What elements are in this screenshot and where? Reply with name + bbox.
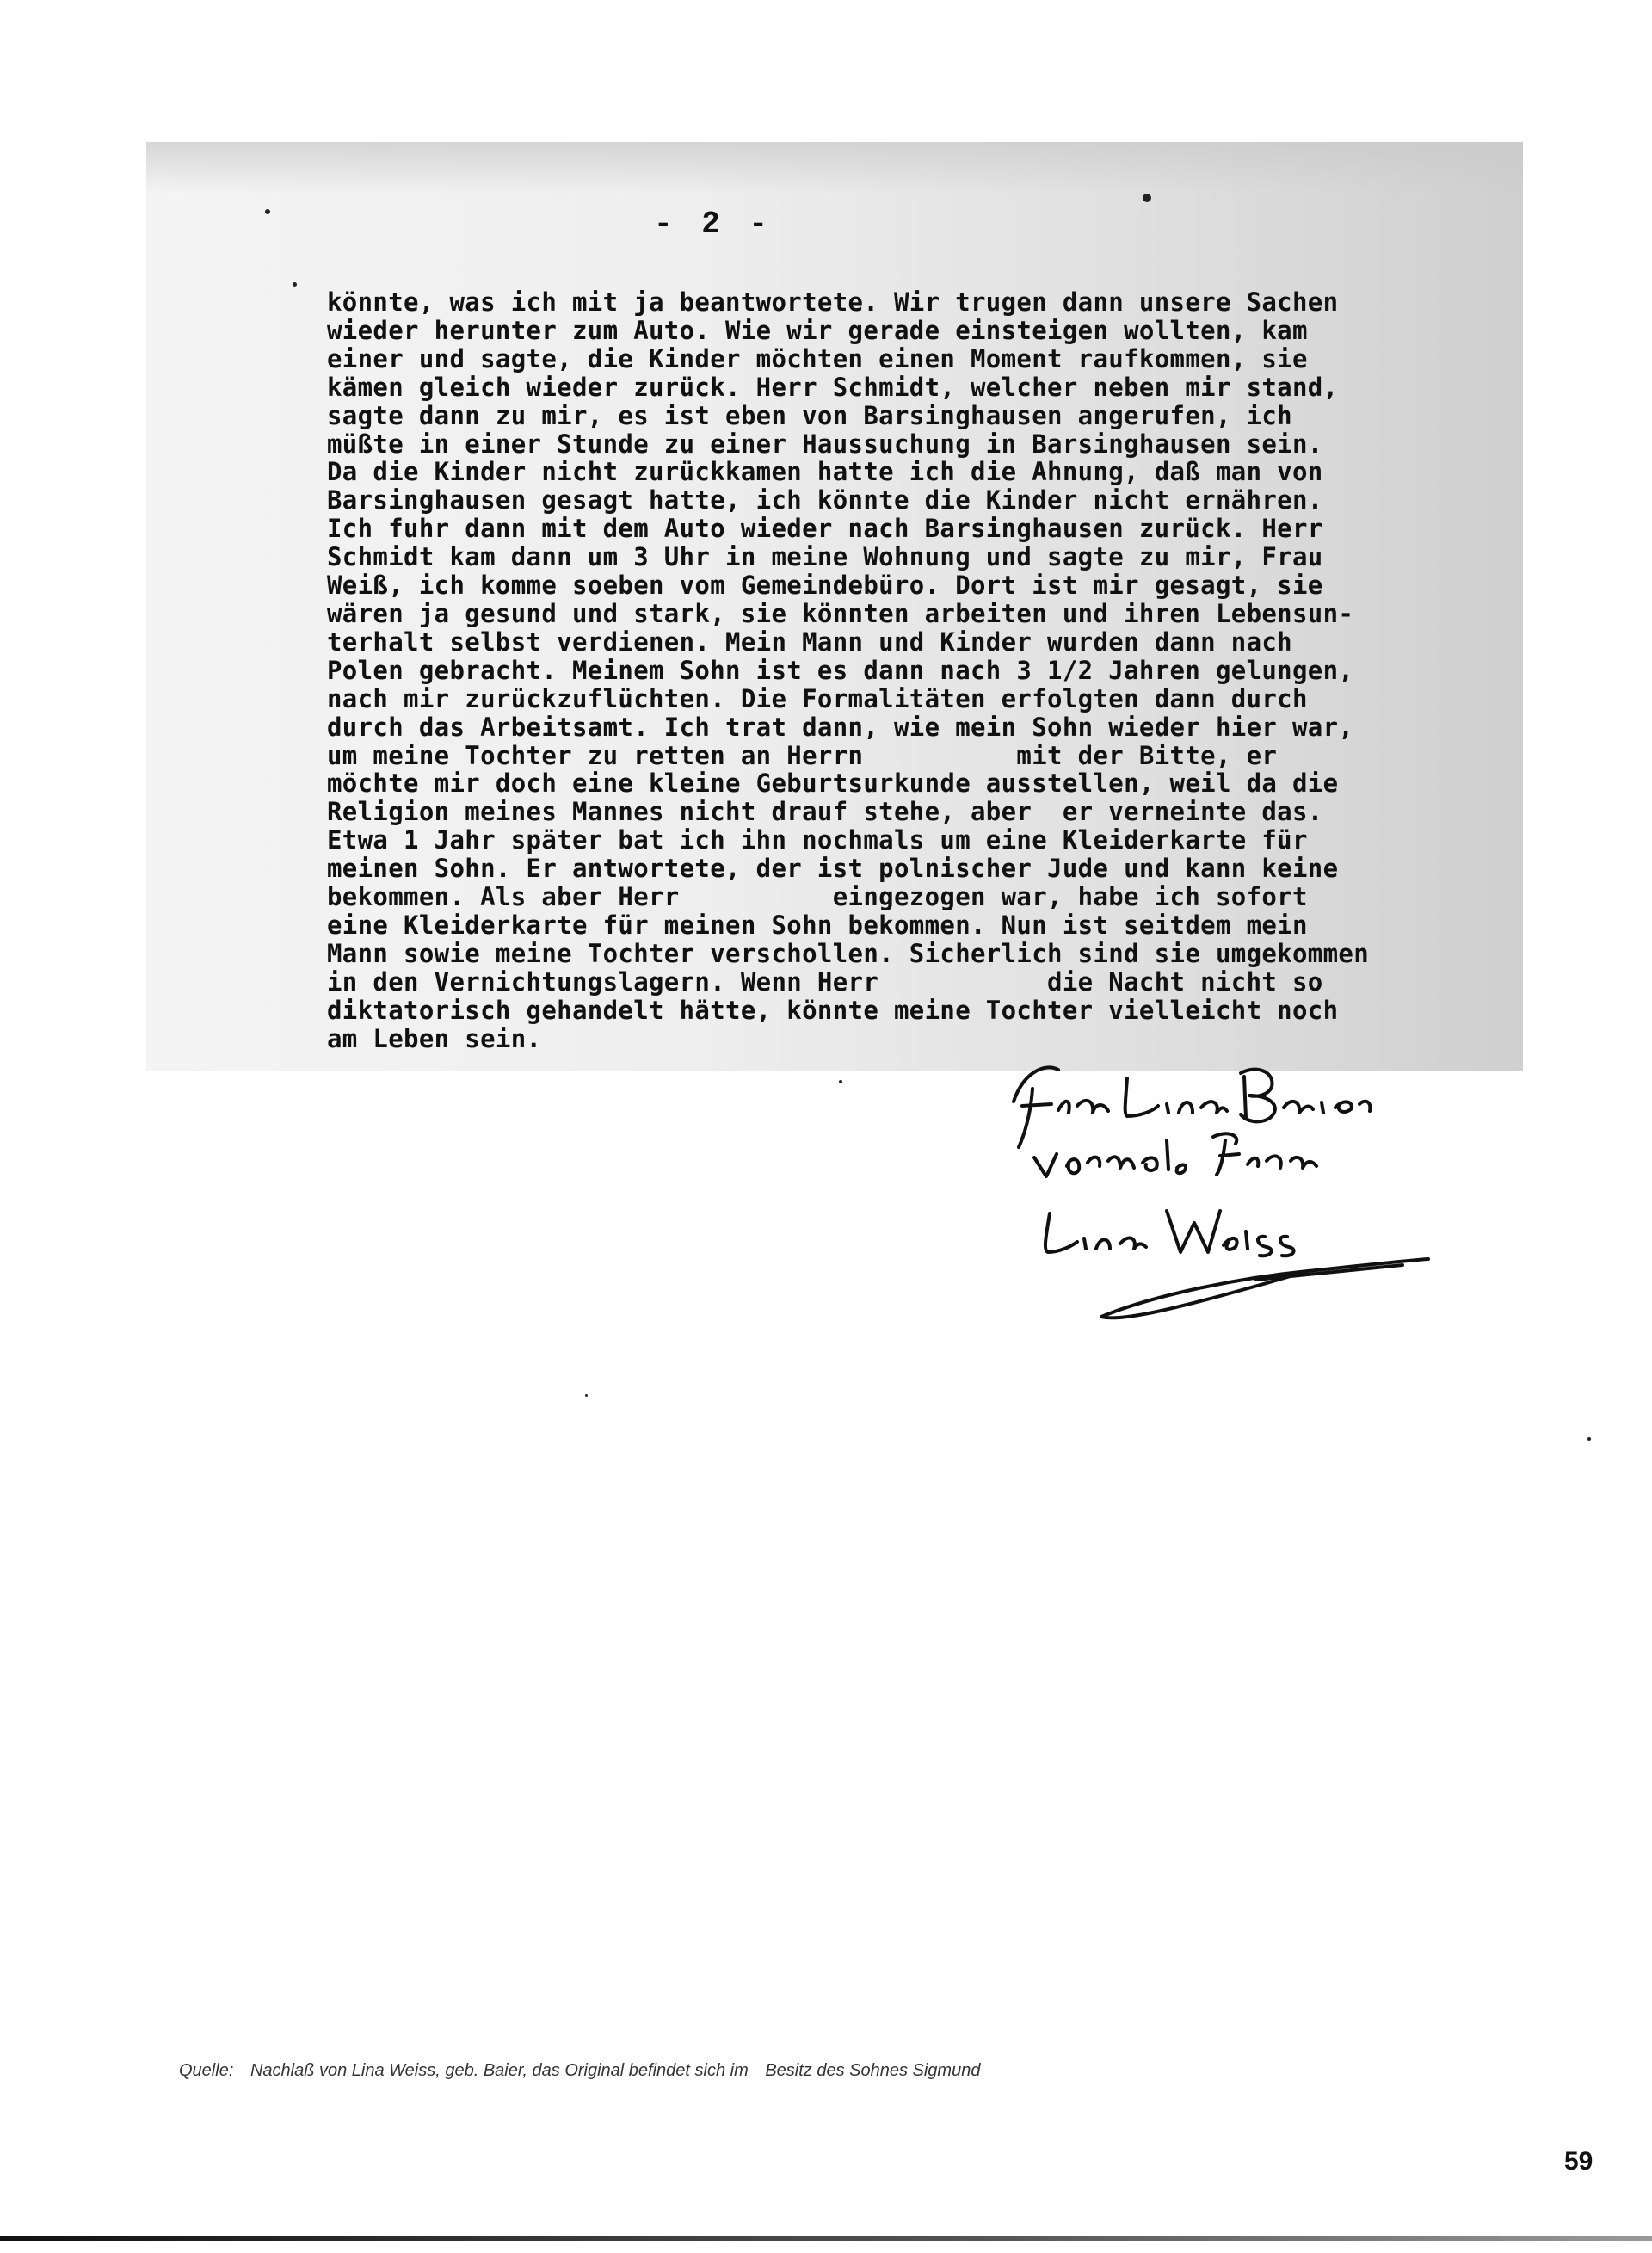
body-line: einer und sagte, die Kinder möchten einen Moment raufkommen, sie [327,343,1308,373]
body-line: kämen gleich wieder zurück. Herr Schmidt, welcher neben mir stand, [327,372,1339,402]
page-number-bottom: 59 [1564,2147,1593,2176]
body-line: am Leben sein. [327,1023,542,1053]
body-line: wären ja gesund und stark, sie könnten arbeiten und ihren Lebensun- [327,598,1354,628]
body-line: bekommen. Als aber Herr eingezogen war, habe ich sofort [327,882,1308,912]
signature-stroke [1034,1154,1079,1176]
signature-stroke [1224,1231,1248,1250]
body-line: wieder herunter zum Auto. Wie wir gerade einsteigen wollten, kam [327,315,1308,345]
signature-stroke [1143,1140,1186,1173]
body-line: sagte dann zu mir, es ist eben von Barsinghausen angerufen, ich [327,400,1292,430]
body-line: Mann sowie meine Tochter verschollen. Sicherlich sind sie umgekommen [327,938,1370,968]
body-line: eine Kleiderkarte für meinen Sohn bekommen. Nun ist seitdem mein [327,910,1308,940]
body-line: möchte mir doch eine kleine Geburtsurkunde ausstellen, weil da die [327,768,1339,799]
page-number-top: - 2 - [654,207,774,242]
body-line: Schmidt kam dann um 3 Uhr in meine Wohnung und sagte zu mir, Frau [327,542,1323,572]
signature-stroke [1125,1078,1158,1116]
body-line: Etwa 1 Jahr später bat ich ihn nochmals um eine Kleiderkarte für [327,825,1308,855]
signature-stroke [1045,1213,1077,1252]
body-line: Weiß, ich komme soeben vom Gemeindebüro. Dort ist mir gesagt, sie [327,571,1323,601]
source-note-prefix: Quelle: [179,2061,234,2080]
body-line: könnte, was ich mit ja beantwortete. Wir trugen dann unsere Sachen [327,287,1339,317]
typed-letter-body [327,288,1480,1052]
body-line: Da die Kinder nicht zurückkamen hatte ich die Ahnung, daß man von [327,457,1323,487]
body-line: nach mir zurückzuflüchten. Die Formalitäten erfolgten dann durch [327,683,1308,713]
scan-speck [585,1394,588,1397]
signature-stroke [1241,1070,1275,1122]
body-line: meinen Sohn. Er antwortete, der ist polnischer Jude und kann keine [327,854,1339,884]
body-line: Religion meines Mannes nicht drauf stehe, aber er verneinte das. [327,797,1323,827]
source-note-text: Nachlaß von Lina Weiss, geb. Baier, das Original befindet sich im [250,2061,749,2080]
body-line: um meine Tochter zu retten an Herrn mit der Bitte, er [327,740,1278,770]
body-line: diktatorisch gehandelt hätte, könnte meine Tochter vielleicht noch [327,995,1339,1025]
body-line: Ich fuhr dann mit dem Auto wieder nach Barsinghausen zurück. Herr [327,514,1323,544]
signature-stroke [1248,1156,1316,1168]
signature-stroke [1258,1237,1294,1256]
signature-stroke [1284,1102,1370,1113]
signature-stroke [1167,1102,1227,1113]
signature-stroke [1084,1238,1146,1249]
scan-speck [1143,194,1151,202]
scan-speck [1587,1437,1591,1441]
body-line: müßte in einer Stunde zu einer Haussuchung in Barsinghausen sein. [327,429,1323,459]
signature-stroke [1088,1157,1134,1168]
body-line: terhalt selbst verdienen. Mein Mann und Kinder wurden dann nach [327,627,1292,657]
handwritten-signature [998,1054,1446,1347]
scan-speck [293,282,297,287]
scan-shadow [146,142,1523,194]
body-line: in den Vernichtungslagern. Wenn Herr die Nacht nicht so [327,966,1323,997]
signature-stroke [1213,1133,1239,1175]
body-line: Polen gebracht. Meinem Sohn ist es dann nach 3 1/2 Jahren gelungen, [327,655,1354,685]
body-line: durch das Arbeitsamt. Ich trat dann, wie mein Sohn wieder hier war, [327,712,1354,742]
source-note [179,2061,992,2081]
signature-stroke [1058,1101,1108,1113]
scan-bottom-edge [0,2236,1652,2241]
body-line: Barsinghausen gesagt hatte, ich könnte die Kinder nicht ernähren. [327,485,1323,515]
signature-stroke [1167,1211,1220,1252]
scan-speck [839,1080,842,1083]
scan-speck [265,209,270,214]
source-note-suffix: Besitz des Sohnes Sigmund [765,2061,981,2080]
signature-stroke [1014,1067,1058,1147]
